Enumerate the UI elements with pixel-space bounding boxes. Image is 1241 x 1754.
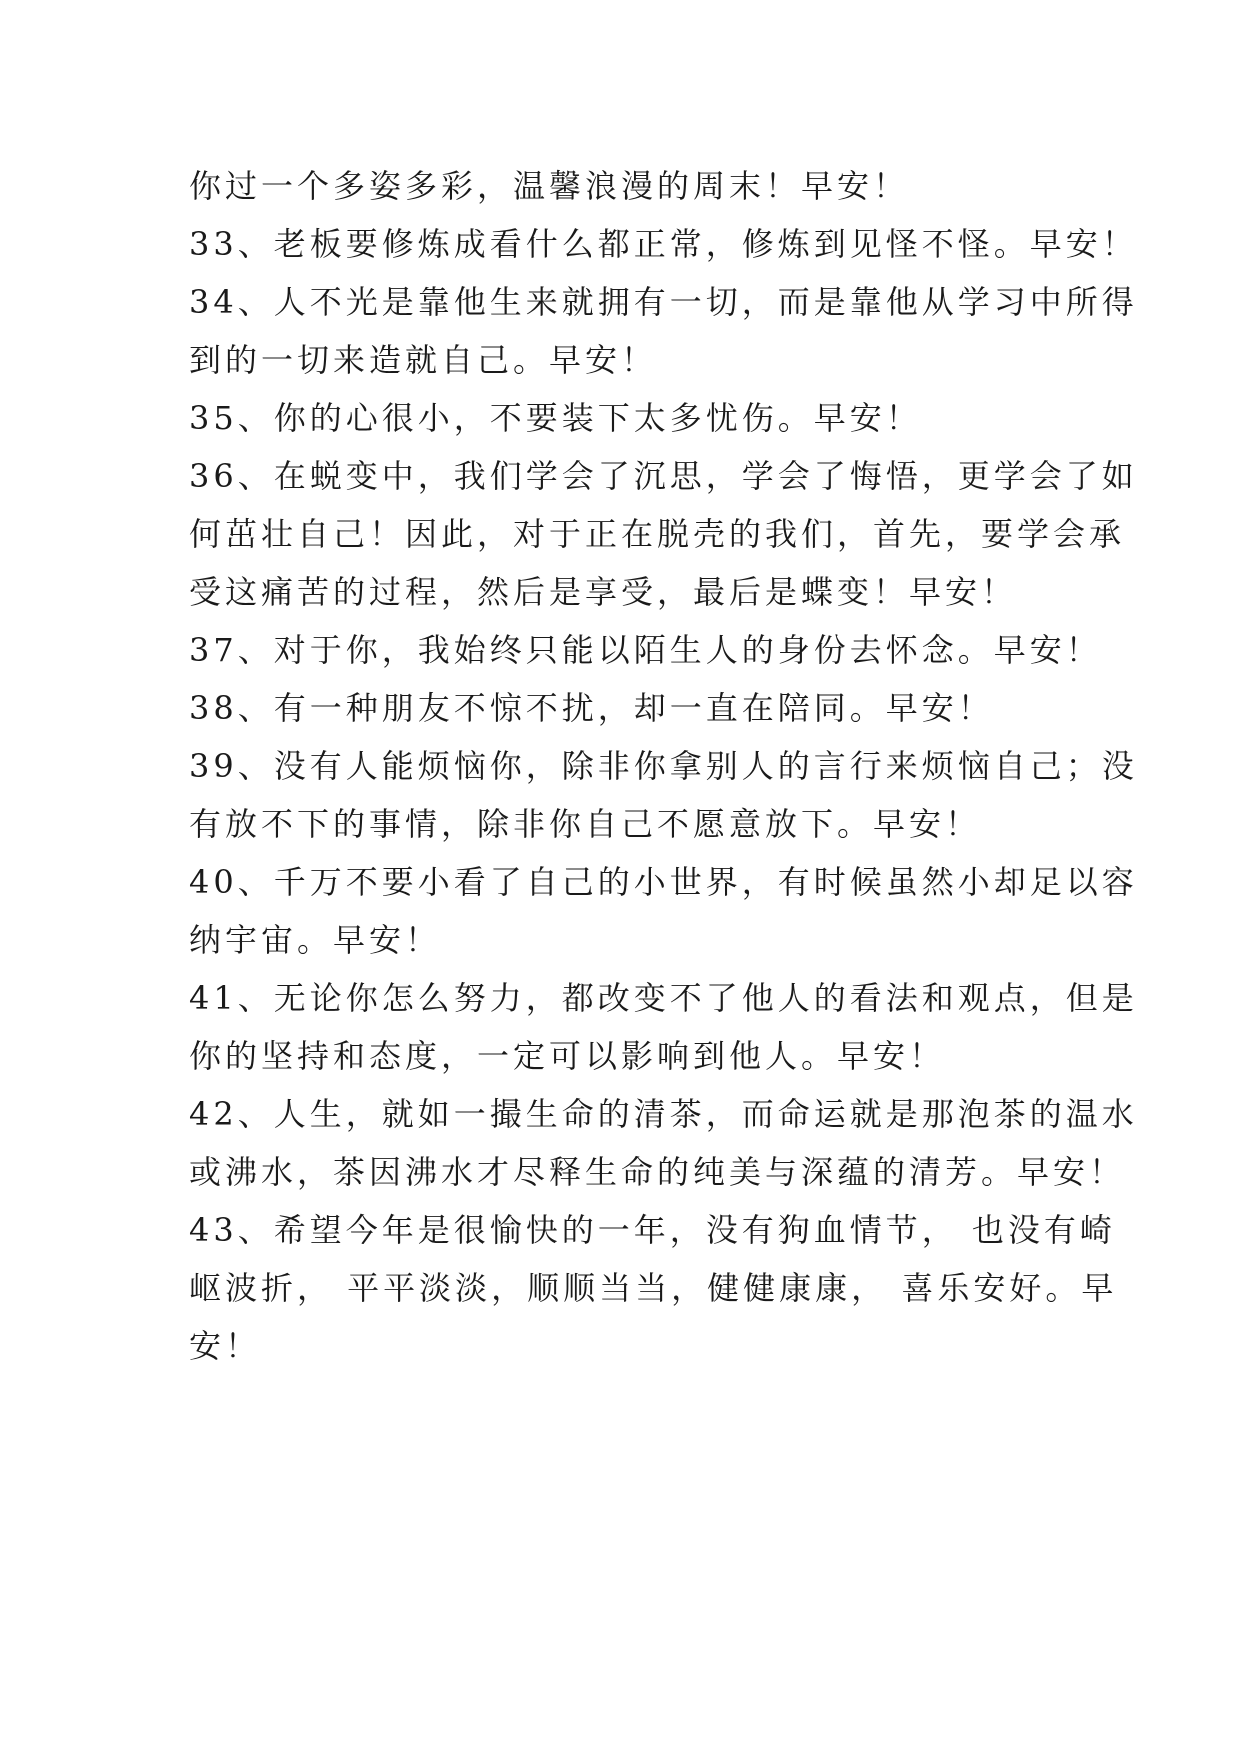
- text-line: 岖波折， 平平淡淡，顺顺当当，健健康康， 喜乐安好。早: [189, 1269, 1118, 1307]
- text-line: 39、没有人能烦恼你，除非你拿别人的言行来烦恼自己；没: [189, 747, 1138, 785]
- text-line: 38、有一种朋友不惊不扰，却一直在陪同。早安！: [189, 689, 994, 727]
- text-line: 何茁壮自己！因此，对于正在脱壳的我们，首先，要学会承: [189, 515, 1126, 553]
- text-line: 纳宇宙。早安！: [189, 921, 442, 959]
- text-line: 有放不下的事情，除非你自己不愿意放下。早安！: [189, 805, 982, 843]
- text-line: 43、希望今年是很愉快的一年，没有狗血情节， 也没有崎: [189, 1211, 1116, 1249]
- text-line: 36、在蜕变中，我们学会了沉思，学会了悔悟，更学会了如: [189, 457, 1138, 495]
- text-line: 你过一个多姿多彩，温馨浪漫的周末！早安！: [189, 167, 910, 205]
- text-line: 33、老板要修炼成看什么都正常，修炼到见怪不怪。早安！: [189, 225, 1138, 263]
- text-line: 你的坚持和态度，一定可以影响到他人。早安！: [189, 1037, 946, 1075]
- text-line: 到的一切来造就自己。早安！: [189, 341, 658, 379]
- text-line: 42、人生，就如一撮生命的清茶，而命运就是那泡茶的温水: [189, 1095, 1138, 1133]
- text-line: 41、无论你怎么努力，都改变不了他人的看法和观点，但是: [189, 979, 1138, 1017]
- text-line: 40、千万不要小看了自己的小世界，有时候虽然小却足以容: [189, 863, 1138, 901]
- text-line: 安！: [189, 1327, 262, 1365]
- text-line: 34、人不光是靠他生来就拥有一切，而是靠他从学习中所得: [189, 283, 1138, 321]
- text-line: 受这痛苦的过程，然后是享受，最后是蝶变！早安！: [189, 573, 1018, 611]
- text-line: 37、对于你，我始终只能以陌生人的身份去怀念。早安！: [189, 631, 1102, 669]
- text-line: 35、你的心很小，不要装下太多忧伤。早安！: [189, 399, 922, 437]
- text-line: 或沸水，茶因沸水才尽释生命的纯美与深蕴的清芳。早安！: [189, 1153, 1126, 1191]
- document-body: [189, 157, 1138, 1375]
